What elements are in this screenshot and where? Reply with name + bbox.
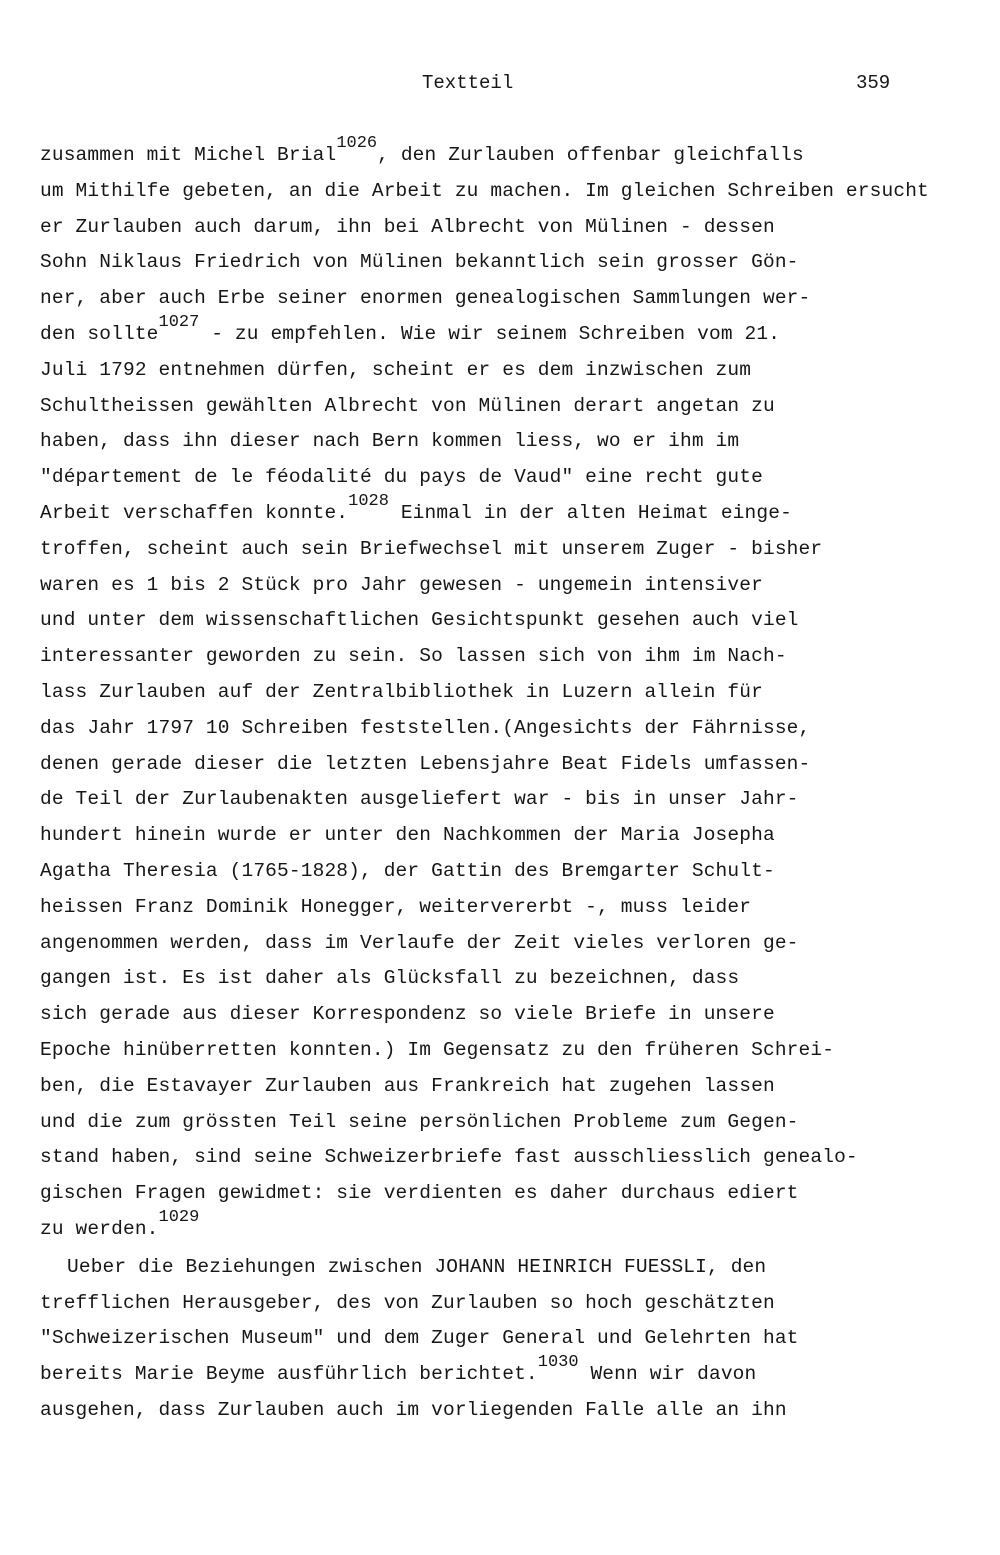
line-text: angenommen werden, dass im Verlaufe der Zeit vieles verloren ge-	[40, 931, 799, 954]
line-text: Arbeit verschaffen konnte.	[40, 501, 349, 524]
text-line	[40, 1393, 940, 1429]
text-line	[40, 639, 940, 675]
line-text: das Jahr 1797 10 Schreiben feststellen.(Angesichts der Fährnisse,	[40, 716, 811, 739]
line-text: "Schweizerischen Museum" und dem Zuger General und Gelehrten hat	[40, 1327, 799, 1350]
line-text: interessanter geworden zu sein. So lassen sich von ihm im Nach-	[40, 645, 787, 668]
line-text: haben, dass ihn dieser nach Bern kommen liess, wo er ihm im	[40, 430, 740, 453]
text-line	[40, 675, 940, 711]
text-line	[40, 353, 940, 389]
line-text: bereits Marie Beyme ausführlich berichtet.	[40, 1363, 538, 1386]
line-text: ausgehen, dass Zurlauben auch im vorliegenden Falle alle an ihn	[40, 1398, 787, 1421]
text-line	[40, 1321, 940, 1357]
text-line	[40, 491, 940, 532]
text-line	[40, 1105, 940, 1141]
line-text-continued: , den Zurlauben offenbar gleichfalls	[377, 144, 804, 166]
text-line	[40, 460, 940, 496]
text-line	[40, 568, 940, 604]
line-text: Epoche hinüberretten konnten.) Im Gegensatz zu den früheren Schrei-	[40, 1038, 835, 1061]
line-text: hundert hinein wurde er unter den Nachkommen der Maria Josepha	[40, 824, 775, 847]
text-line	[40, 424, 940, 460]
line-text: denen gerade dieser die letzten Lebensjahre Beat Fidels umfassen-	[40, 752, 811, 775]
line-text: sich gerade aus dieser Korrespondenz so viele Briefe in unsere	[40, 1003, 775, 1026]
text-line	[40, 818, 940, 854]
text-line	[40, 1286, 940, 1322]
text-line	[40, 961, 940, 997]
text-line	[40, 890, 940, 926]
text-line	[40, 1140, 940, 1176]
line-text: zusammen mit Michel Brial	[40, 144, 337, 166]
line-text: trefflichen Herausgeber, des von Zurlauben so hoch geschätzten	[40, 1291, 775, 1314]
text-line	[40, 997, 940, 1033]
text-line	[40, 854, 940, 890]
text-line	[40, 134, 940, 174]
line-text: und die zum grössten Teil seine persönlichen Probleme zum Gegen-	[40, 1110, 799, 1133]
text-line	[40, 281, 940, 317]
footnote-marker: 1026	[336, 134, 378, 153]
line-text: waren es 1 bis 2 Stück pro Jahr gewesen - ungemein intensiver	[40, 573, 763, 596]
text-line	[40, 1207, 940, 1248]
text-line	[40, 926, 940, 962]
footnote-marker: 1029	[158, 1207, 200, 1227]
page-header	[0, 68, 1000, 98]
page-number: 359	[856, 72, 891, 94]
line-text: lass Zurlauben auf der Zentralbibliothek in Luzern allein für	[40, 680, 763, 703]
line-text-continued: Wenn wir davon	[578, 1363, 757, 1386]
line-text: stand haben, sind seine Schweizerbriefe fast ausschliesslich genealo-	[40, 1146, 858, 1169]
footnote-marker: 1027	[158, 312, 200, 332]
text-line	[40, 210, 940, 246]
line-text: er Zurlauben auch darum, ihn bei Albrecht von Mülinen - dessen	[40, 215, 775, 238]
text-line	[40, 1353, 940, 1393]
line-text: "département de le féodalité du pays de Vaud" eine recht gute	[40, 466, 763, 489]
text-line	[40, 747, 940, 783]
line-text: gangen ist. Es ist daher als Glücksfall zu bezeichnen, dass	[40, 967, 740, 990]
text-line	[40, 245, 940, 281]
line-text-continued: Einmal in der alten Heimat einge-	[388, 501, 792, 524]
line-text: ben, die Estavayer Zurlauben aus Frankreich hat zugehen lassen	[40, 1074, 775, 1097]
footnote-marker: 1030	[537, 1353, 579, 1373]
line-text: um Mithilfe gebeten, an die Arbeit zu machen. Im gleichen Schreiben ersucht	[40, 179, 929, 202]
line-text: den sollte	[40, 322, 159, 345]
line-text: Schultheissen gewählten Albrecht von Mülinen derart angetan zu	[40, 394, 775, 417]
text-line	[40, 389, 940, 425]
line-text: troffen, scheint auch sein Briefwechsel mit unserem Zuger - bisher	[40, 537, 823, 560]
line-text: Sohn Niklaus Friedrich von Mülinen bekanntlich sein grosser Gön-	[40, 251, 799, 274]
line-text-continued: - zu empfehlen. Wie wir seinem Schreiben vom 21.	[199, 322, 781, 345]
text-line	[40, 174, 940, 210]
text-line	[40, 603, 940, 639]
line-text: heissen Franz Dominik Honegger, weitervererbt -, muss leider	[40, 895, 752, 918]
paragraph-first-line	[40, 1250, 940, 1286]
text-line	[40, 711, 940, 747]
text-line	[40, 1069, 940, 1105]
line-text: gischen Fragen gewidmet: sie verdienten es daher durchaus ediert	[40, 1182, 799, 1205]
text-line	[40, 782, 940, 818]
line-text: zu werden.	[40, 1217, 159, 1240]
text-line	[40, 1033, 940, 1069]
text-line	[40, 312, 940, 353]
footnote-marker: 1028	[348, 491, 389, 511]
running-title: Textteil	[422, 72, 514, 94]
line-text: ner, aber auch Erbe seiner enormen genealogischen Sammlungen wer-	[40, 287, 811, 310]
line-text: Juli 1792 entnehmen dürfen, scheint er es dem inzwischen zum	[40, 358, 752, 381]
line-text: Ueber die Beziehungen zwischen JOHANN HEINRICH FUESSLI, den	[67, 1255, 767, 1278]
line-text: Agatha Theresia (1765-1828), der Gattin des Bremgarter Schult-	[40, 859, 775, 882]
line-text: und unter dem wissenschaftlichen Gesichtspunkt gesehen auch viel	[40, 609, 799, 632]
text-line	[40, 532, 940, 568]
line-text: de Teil der Zurlaubenakten ausgeliefert war - bis in unser Jahr-	[40, 788, 799, 811]
text-line	[40, 1176, 940, 1212]
body-text	[40, 134, 940, 1429]
